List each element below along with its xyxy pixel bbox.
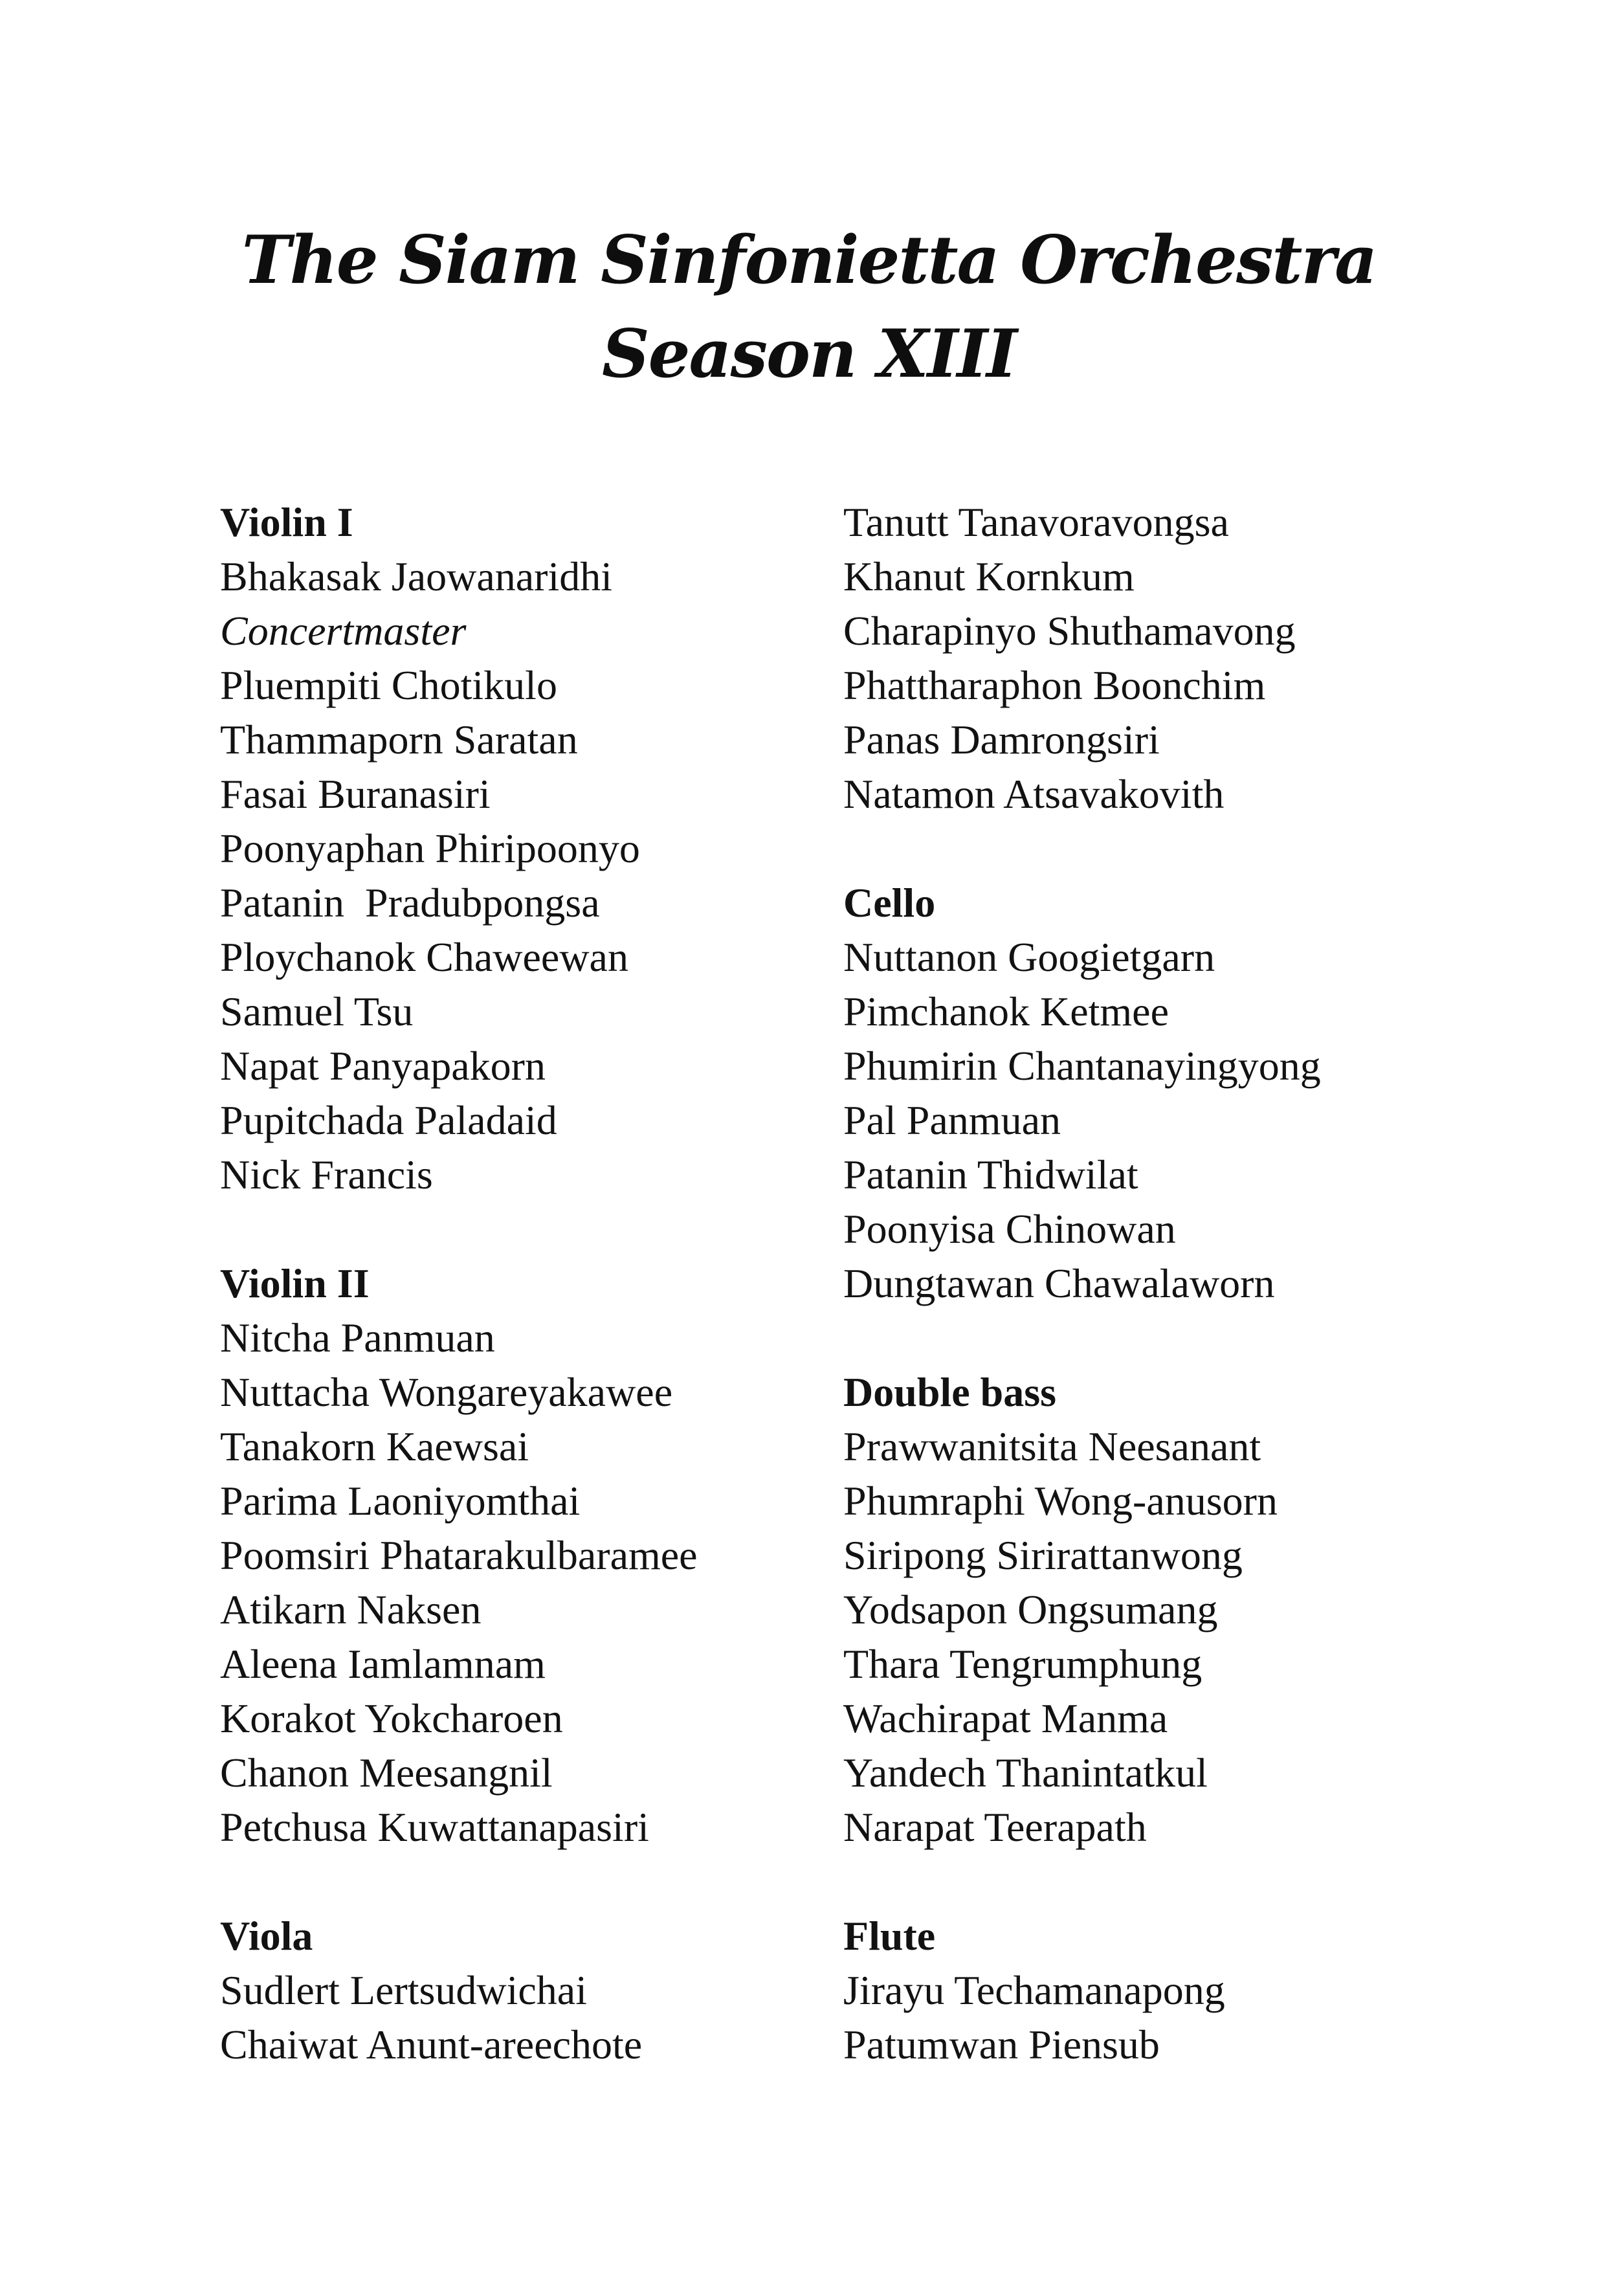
orchestra-title: The Siam Sinfonietta Orchestra bbox=[241, 221, 1377, 299]
member-name: Natamon Atsavakovith bbox=[843, 771, 1225, 817]
member-name: Dungtawan Chawalaworn bbox=[843, 1260, 1275, 1306]
member-name: Ploychanok Chaweewan bbox=[220, 934, 628, 980]
member-name: Yodsapon Ongsumang bbox=[843, 1587, 1218, 1633]
section-spacer bbox=[220, 1855, 803, 1909]
member-name: Narapat Teerapath bbox=[843, 1804, 1147, 1850]
member-name: Chaiwat Anunt-areechote bbox=[220, 2022, 643, 2068]
section-spacer bbox=[220, 1202, 803, 1256]
member-name: Poonyaphan Phiripoonyo bbox=[220, 825, 640, 871]
roster-left-column bbox=[220, 495, 803, 2072]
member-name: Nitcha Panmuan bbox=[220, 1315, 495, 1361]
member-name: Prawwanitsita Neesanant bbox=[843, 1423, 1261, 1469]
member-name: Nuttacha Wongareyakawee bbox=[220, 1369, 673, 1415]
roster-right-column bbox=[843, 495, 1491, 2072]
member-name: Thara Tengrumphung bbox=[843, 1641, 1202, 1687]
section-heading: Viola bbox=[220, 1913, 313, 1959]
member-name: Aleena Iamlamnam bbox=[220, 1641, 546, 1687]
member-name: Patumwan Piensub bbox=[843, 2022, 1160, 2068]
member-role: Concertmaster bbox=[220, 608, 467, 654]
member-name: Phattharaphon Boonchim bbox=[843, 662, 1266, 708]
member-name: Bhakasak Jaowanaridhi bbox=[220, 553, 613, 599]
season-title: Season XIII bbox=[601, 315, 1017, 393]
member-name: Napat Panyapakorn bbox=[220, 1043, 546, 1089]
member-name: Pimchanok Ketmee bbox=[843, 988, 1169, 1034]
member-name: Atikarn Naksen bbox=[220, 1587, 482, 1633]
member-name: Sudlert Lertsudwichai bbox=[220, 1967, 587, 2013]
member-name: Poomsiri Phatarakulbaramee bbox=[220, 1532, 698, 1578]
member-name: Charapinyo Shuthamavong bbox=[843, 608, 1296, 654]
section-viola-continued bbox=[843, 495, 1491, 821]
member-name: Tanakorn Kaewsai bbox=[220, 1423, 529, 1469]
member-name: Korakot Yokcharoen bbox=[220, 1695, 563, 1741]
section-spacer bbox=[843, 1311, 1491, 1365]
section-violin-2 bbox=[220, 1256, 803, 1855]
member-name: Tanutt Tanavoravongsa bbox=[843, 499, 1229, 545]
section-violin-1 bbox=[220, 495, 803, 1202]
member-name: Thammaporn Saratan bbox=[220, 717, 578, 763]
member-name: Wachirapat Manma bbox=[843, 1695, 1168, 1741]
member-name: Patanin Thidwilat bbox=[843, 1152, 1138, 1198]
section-heading: Flute bbox=[843, 1913, 936, 1959]
member-name: Patanin Pradubpongsa bbox=[220, 880, 600, 926]
member-name: Khanut Kornkum bbox=[843, 553, 1135, 599]
member-name: Petchusa Kuwattanapasiri bbox=[220, 1804, 649, 1850]
member-name: Nick Francis bbox=[220, 1152, 433, 1198]
member-name: Fasai Buranasiri bbox=[220, 771, 491, 817]
section-viola bbox=[220, 1909, 803, 2072]
member-name: Phumraphi Wong-anusorn bbox=[843, 1478, 1278, 1524]
section-heading: Cello bbox=[843, 880, 936, 926]
section-heading: Double bass bbox=[843, 1369, 1056, 1415]
section-double-bass bbox=[843, 1365, 1491, 1855]
member-name: Pal Panmuan bbox=[843, 1097, 1061, 1143]
member-name: Jirayu Techamanapong bbox=[843, 1967, 1225, 2013]
member-name: Pupitchada Paladaid bbox=[220, 1097, 557, 1143]
member-name: Phumirin Chantanayingyong bbox=[843, 1043, 1321, 1089]
section-heading: Violin II bbox=[220, 1260, 370, 1306]
member-name: Nuttanon Googietgarn bbox=[843, 934, 1215, 980]
section-heading: Violin I bbox=[220, 499, 353, 545]
member-name: Siripong Sirirattanwong bbox=[843, 1532, 1243, 1578]
member-name: Pluempiti Chotikulo bbox=[220, 662, 557, 708]
section-spacer bbox=[843, 1855, 1491, 1909]
member-name: Panas Damrongsiri bbox=[843, 717, 1160, 763]
page-header bbox=[0, 214, 1618, 401]
member-name: Poonyisa Chinowan bbox=[843, 1206, 1176, 1252]
member-name: Chanon Meesangnil bbox=[220, 1750, 553, 1796]
section-cello bbox=[843, 876, 1491, 1311]
section-spacer bbox=[843, 821, 1491, 876]
section-flute bbox=[843, 1909, 1491, 2072]
member-name: Parima Laoniyomthai bbox=[220, 1478, 581, 1524]
member-name: Samuel Tsu bbox=[220, 988, 414, 1034]
member-name: Yandech Thanintatkul bbox=[843, 1750, 1208, 1796]
